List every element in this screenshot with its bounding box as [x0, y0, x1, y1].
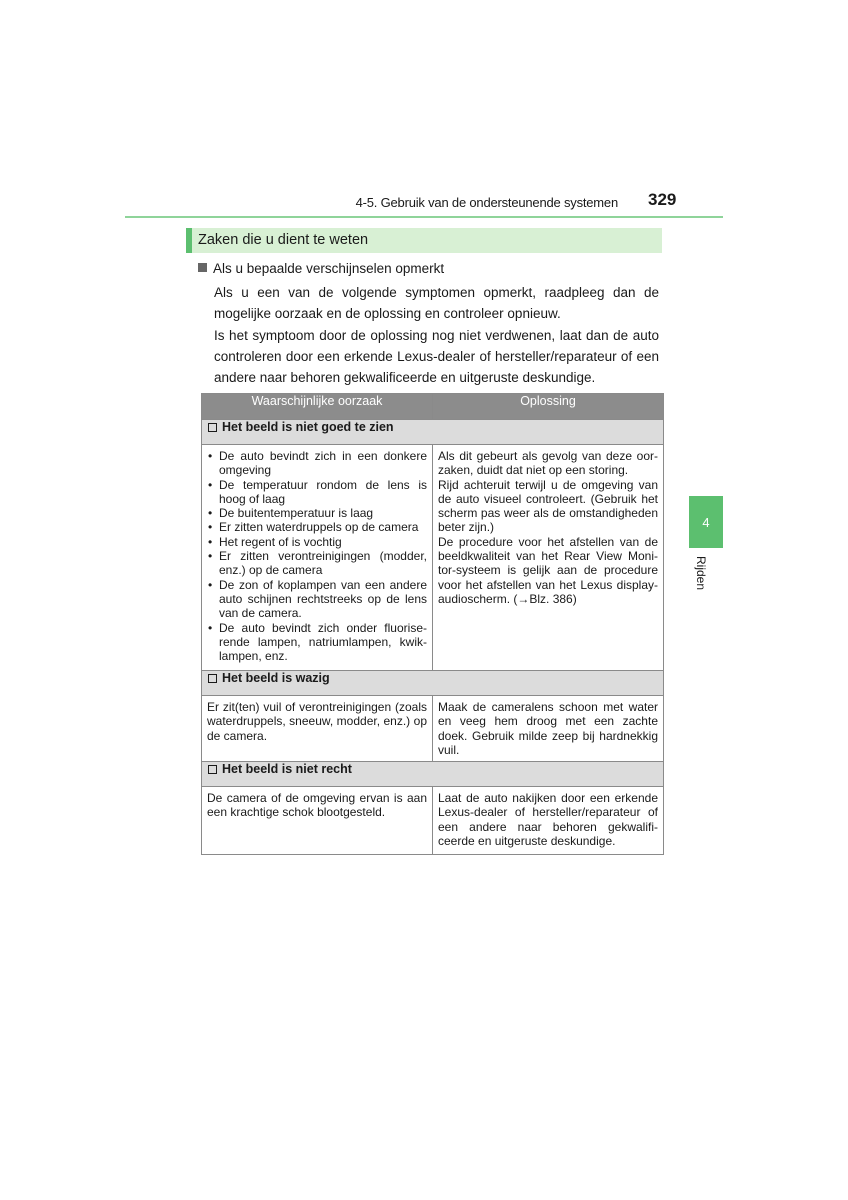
group-title: Het beeld is niet goed te zien	[222, 420, 394, 434]
symptom-table	[201, 393, 664, 855]
list-item: • De temperatuur rondom de lens is hoog of laag	[207, 478, 427, 507]
square-bullet-icon	[198, 263, 207, 272]
page-number: 329	[648, 190, 677, 209]
list-item: • De buitentemperatuur is laag	[207, 506, 427, 520]
list-item: • De auto bevindt zich in een donkere omgeving	[207, 449, 427, 478]
group-heading	[202, 762, 664, 787]
table-row	[202, 445, 664, 671]
followup-paragraph: Is het symptoom door de oplossing nog niet verdwenen, laat dan de auto controleren door een erkende Lexus-dealer of hersteller/reparateur of een andere naar behoren gekwalificeerde en uitgeruste deskundige.	[214, 328, 659, 385]
list-item: • De auto bevindt zich onder fluoriserende lampen, natriumlampen, kwiklampen, enz.	[207, 621, 427, 664]
intro-paragraph: Als u een van de volgende symptomen opmerkt, raadpleeg dan de mogelijke oorzaak en de oplossing en controleer opnieuw.	[214, 285, 659, 321]
solution-text: Als dit gebeurt als gevolg van deze oorzaken, duidt dat niet op een storing.	[438, 449, 658, 478]
cause-cell: Er zit(ten) vuil of verontreinigingen (zoals waterdruppels, sneeuw, modder, enz.) op de camera.	[202, 696, 433, 762]
running-header-title: 4-5. Gebruik van de ondersteunende systemen	[355, 195, 618, 210]
solution-text: Rijd achteruit terwijl u de omgeving van de auto visueel controleert. (Gebruik het scherm pas weer als de omstandigheden beter zijn.)	[438, 477, 658, 535]
header-divider	[125, 216, 723, 218]
solution-text: Laat de auto nakijken door een erkende Lexus-dealer of hersteller/reparateur of een andere naar behoren gekwalificeerde en uitgeruste deskundige.	[438, 791, 658, 849]
list-item: • Er zitten verontreinigingen (modder, enz.) op de camera	[207, 549, 427, 578]
list-item: • De zon of koplampen van een andere auto schijnen rechtstreeks op de lens van de camera.	[207, 578, 427, 621]
table-row	[202, 696, 664, 762]
solution-cell	[433, 696, 664, 762]
list-item: • Er zitten waterdruppels op de camera	[207, 520, 427, 534]
group-heading	[202, 420, 664, 445]
subheading-text: Als u bepaalde verschijnselen opmerkt	[213, 261, 445, 276]
cause-list	[207, 449, 427, 663]
table-header-row	[202, 394, 664, 420]
cause-cell	[202, 445, 433, 671]
subheading	[198, 261, 444, 276]
chapter-label: Rijden	[694, 556, 708, 591]
group-row	[202, 762, 664, 787]
list-item: • Het regent of is vochtig	[207, 535, 427, 549]
group-title: Het beeld is niet recht	[222, 762, 352, 777]
group-row	[202, 420, 664, 445]
table-row	[202, 787, 664, 855]
checkbox-icon	[208, 423, 217, 432]
solution-cell	[433, 787, 664, 855]
checkbox-icon	[208, 674, 217, 683]
column-header-solution: Oplossing	[433, 394, 664, 420]
checkbox-icon	[208, 765, 217, 774]
section-heading: Zaken die u dient te weten	[186, 228, 662, 253]
group-heading	[202, 671, 664, 696]
chapter-tab[interactable]	[689, 496, 723, 548]
cause-cell: De camera of de omgeving ervan is aan een krachtige schok blootgesteld.	[202, 787, 433, 855]
chapter-number: 4	[702, 514, 710, 530]
group-title: Het beeld is wazig	[222, 671, 330, 685]
group-row	[202, 671, 664, 696]
solution-cell	[433, 445, 664, 671]
column-header-cause: Waarschijnlijke oorzaak	[202, 394, 433, 420]
solution-text: De procedure voor het afstellen van de beeldkwaliteit van het Rear View Monitor-systeem is gelijk aan de procedure voor het afstellen van het Lexus display-audioscherm. (→Blz. 386)	[438, 534, 658, 606]
solution-text: Maak de cameralens schoon met water en veeg hem droog met een zachte doek. Gebruik milde zeep bij hardnekkig vuil.	[438, 700, 658, 757]
